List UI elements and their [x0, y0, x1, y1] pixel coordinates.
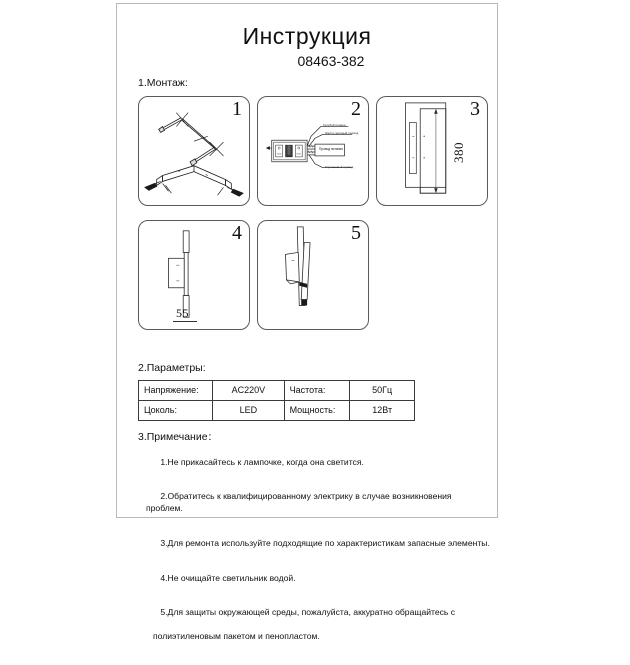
panel-mounting-bracket-install — [138, 96, 250, 206]
param-frequency-value: 50Гц — [350, 381, 415, 401]
note-text: 1.Не прикасайтесь к лампочке, когда она светится. — [160, 456, 364, 467]
note-text: 5.Для защиты окружающей среды, пожалуйста, аккуратно обращайтесь с — [160, 607, 456, 618]
note-item — [146, 561, 490, 596]
note-item — [146, 480, 490, 526]
param-power-label: Мощность: — [284, 401, 350, 421]
section-heading-notes: 3.Примечание： — [138, 431, 219, 443]
dimension-depth-55: 55 — [176, 306, 189, 320]
side-view-illustration — [139, 221, 249, 329]
dimension-height-380: 380 — [451, 142, 466, 163]
page-title: Инструкция — [242, 23, 372, 49]
angled-view-illustration — [258, 221, 368, 329]
panel-angled-view — [257, 220, 369, 330]
note-text: 4.Не очищайте светильник водой. — [160, 572, 296, 583]
panel-side-view-dimension — [138, 220, 250, 330]
param-socket-label: Цоколь: — [139, 401, 213, 421]
note-text: 3.Для ремонта используйте подходящие по характеристикам запасные элементы. — [160, 537, 490, 548]
param-voltage-label: Напряжение: — [139, 381, 213, 401]
note-item — [146, 526, 490, 561]
mounting-bracket-illustration — [139, 97, 249, 205]
panel-number-3: 3 — [470, 98, 480, 120]
dimension-leader-line — [173, 321, 197, 322]
panel-front-view-dimension — [376, 96, 488, 206]
param-voltage-value: AC220V — [213, 381, 284, 401]
parameters-table — [138, 380, 415, 421]
panel-number-2: 2 — [351, 98, 361, 120]
wire-label-brown: Коричневый провод — [325, 165, 354, 169]
param-power-value: 12Вт — [350, 401, 415, 421]
param-frequency-label: Частота: — [284, 381, 350, 401]
table-row — [139, 401, 415, 421]
table-row — [139, 381, 415, 401]
note-text-continuation: полиэтиленовым пакетом и пенопластом. — [153, 630, 320, 641]
panel-number-5: 5 — [351, 222, 361, 244]
section-heading-mounting: 1.Монтаж: — [138, 77, 188, 89]
wire-label-power: Провод питания — [319, 147, 343, 151]
panel-number-4: 4 — [232, 222, 242, 244]
note-item — [146, 445, 490, 480]
model-number: 08463-382 — [297, 53, 365, 69]
note-text: 2.Обратитесь к квалифицированному электрику в случае возникновения проблем. — [146, 491, 454, 513]
wire-label-yellow-green: Желто-зеленый провод — [325, 131, 359, 135]
notes-list — [146, 445, 490, 665]
section-heading-parameters: 2.Параметры: — [138, 362, 206, 374]
wire-label-blue: Голубой провод — [323, 123, 346, 127]
panel-number-1: 1 — [232, 98, 242, 120]
wiring-diagram-illustration — [258, 97, 368, 205]
note-item — [146, 596, 490, 665]
panel-wiring-diagram — [257, 96, 369, 206]
param-socket-value: LED — [213, 401, 284, 421]
page-header — [117, 25, 497, 68]
instruction-page — [116, 3, 498, 641]
front-view-illustration — [377, 97, 487, 205]
